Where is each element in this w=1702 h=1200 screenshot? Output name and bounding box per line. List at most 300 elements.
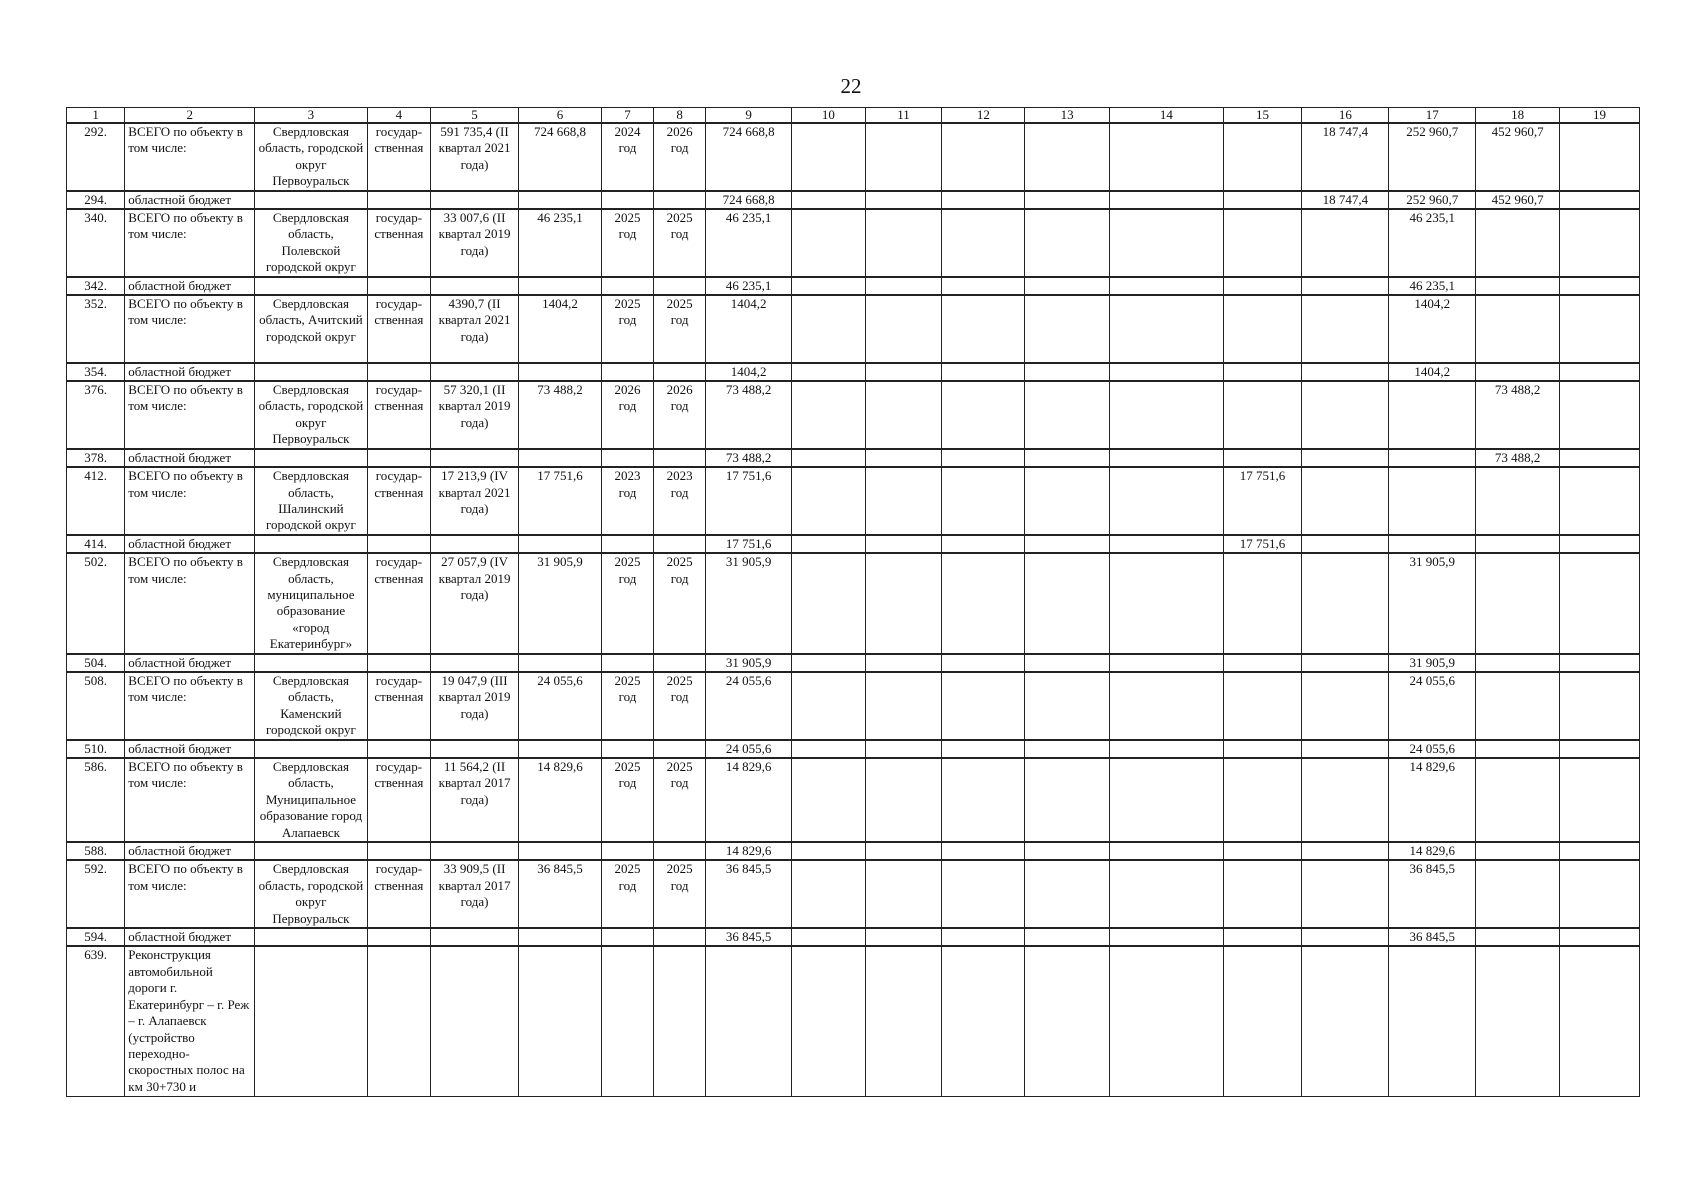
col-14-cell (1110, 553, 1224, 653)
col-15-value (1223, 860, 1302, 928)
col-13-cell (1025, 295, 1110, 363)
col-10-cell (792, 842, 866, 860)
budget-col-15 (1223, 277, 1302, 295)
financing-total: 73 488,2 (706, 381, 792, 449)
col-11-cell (865, 209, 942, 277)
col-19-cell (1560, 467, 1640, 535)
col-19-cell (1560, 553, 1640, 653)
budget-col-16 (1302, 277, 1389, 295)
object-name: ВСЕГО по объекту в том числе: (125, 467, 255, 535)
budget-col-17: 14 829,6 (1389, 842, 1476, 860)
col-14-cell (1110, 758, 1224, 842)
row-number: 340. (67, 209, 125, 277)
col-16-value (1302, 381, 1389, 449)
col-12-cell (942, 553, 1025, 653)
financing-total: 17 751,6 (706, 467, 792, 535)
col-4-cell (367, 277, 430, 295)
col-10-cell (792, 295, 866, 363)
col-19-cell (1560, 842, 1640, 860)
column-number-5: 5 (431, 108, 519, 124)
object-name: ВСЕГО по объекту в том числе: (125, 209, 255, 277)
ownership-type: государ-ственная (367, 123, 430, 191)
col-7-cell (601, 654, 653, 672)
col-13-cell (1025, 654, 1110, 672)
col-10-cell (792, 860, 866, 928)
column-number-9: 9 (706, 108, 792, 124)
col-10-cell (792, 740, 866, 758)
col-12-cell (942, 672, 1025, 740)
col-17-value (1389, 467, 1476, 535)
col-5-cell (431, 740, 519, 758)
col-11-cell (865, 449, 942, 467)
col-4-cell (367, 928, 430, 946)
column-number-11: 11 (865, 108, 942, 124)
total-cost: 14 829,6 (519, 758, 602, 842)
col-11-cell (865, 860, 942, 928)
col-16-cell (1302, 946, 1389, 1096)
col-4-cell (367, 654, 430, 672)
col-8-cell (654, 449, 706, 467)
budget-col-16 (1302, 928, 1389, 946)
col-18-value (1476, 467, 1560, 535)
col-13-cell (1025, 123, 1110, 191)
row-number: 376. (67, 381, 125, 449)
object-row (67, 295, 1640, 363)
end-year: 2026 год (654, 381, 706, 449)
budget-col-17 (1389, 449, 1476, 467)
col-12-cell (942, 363, 1025, 381)
col-14-cell (1110, 842, 1224, 860)
col-18-value (1476, 672, 1560, 740)
col-6-cell (519, 277, 602, 295)
col-6-cell (519, 946, 602, 1096)
row-number: 502. (67, 553, 125, 653)
budget-col-17: 46 235,1 (1389, 277, 1476, 295)
col-15-value (1223, 758, 1302, 842)
col-13-cell (1025, 553, 1110, 653)
table-body (67, 123, 1640, 1096)
row-number: 510. (67, 740, 125, 758)
budget-total: 73 488,2 (706, 449, 792, 467)
budget-col-17 (1389, 535, 1476, 553)
budget-col-17: 36 845,5 (1389, 928, 1476, 946)
row-number: 292. (67, 123, 125, 191)
total-cost: 31 905,9 (519, 553, 602, 653)
col-10-cell (792, 277, 866, 295)
col-14-cell (1110, 860, 1224, 928)
col-4-cell (367, 363, 430, 381)
budget-col-18 (1476, 654, 1560, 672)
col-14-cell (1110, 467, 1224, 535)
col-5-cell (431, 654, 519, 672)
col-5-cell (431, 449, 519, 467)
budget-col-15: 17 751,6 (1223, 535, 1302, 553)
total-cost: 73 488,2 (519, 381, 602, 449)
row-number: 342. (67, 277, 125, 295)
ownership-type: государ-ственная (367, 381, 430, 449)
column-number-1: 1 (67, 108, 125, 124)
col-6-cell (519, 535, 602, 553)
col-12-cell (942, 946, 1025, 1096)
budget-col-16 (1302, 535, 1389, 553)
budget-total: 36 845,5 (706, 928, 792, 946)
col-11-cell (865, 672, 942, 740)
col-11-cell (865, 123, 942, 191)
object-row (67, 209, 1640, 277)
col-6-cell (519, 191, 602, 209)
col-5-cell (431, 842, 519, 860)
end-year: 2025 год (654, 672, 706, 740)
col-15-value (1223, 553, 1302, 653)
col-10-cell (792, 381, 866, 449)
budget-col-18 (1476, 740, 1560, 758)
object-row (67, 860, 1640, 928)
object-location: Свердловская область, городской округ Первоуральск (255, 123, 368, 191)
col-15-value (1223, 123, 1302, 191)
row-number: 354. (67, 363, 125, 381)
object-row (67, 123, 1640, 191)
end-year: 2026 год (654, 123, 706, 191)
budget-label: областной бюджет (125, 842, 255, 860)
col-11-cell (865, 946, 942, 1096)
object-row-reconstruction (67, 946, 1640, 1096)
col-17-value: 1404,2 (1389, 295, 1476, 363)
budget-col-16: 18 747,4 (1302, 191, 1389, 209)
col-14-cell (1110, 928, 1224, 946)
col-12-cell (942, 277, 1025, 295)
col-19-cell (1560, 277, 1640, 295)
end-year: 2025 год (654, 860, 706, 928)
budget-col-17: 1404,2 (1389, 363, 1476, 381)
start-year: 2026 год (601, 381, 653, 449)
object-location: Свердловская область, городской округ Первоуральск (255, 381, 368, 449)
investment-table (66, 107, 1640, 1097)
col-3-cell (255, 740, 368, 758)
start-year: 2025 год (601, 758, 653, 842)
col-14-cell (1110, 277, 1224, 295)
col-17-value: 31 905,9 (1389, 553, 1476, 653)
col-12-cell (942, 535, 1025, 553)
start-year: 2025 год (601, 553, 653, 653)
row-number: 508. (67, 672, 125, 740)
budget-label: областной бюджет (125, 449, 255, 467)
budget-label: областной бюджет (125, 535, 255, 553)
col-15-value (1223, 381, 1302, 449)
col-10-cell (792, 928, 866, 946)
col-7-cell (601, 449, 653, 467)
col-16-value: 18 747,4 (1302, 123, 1389, 191)
col-13-cell (1025, 672, 1110, 740)
col-14-cell (1110, 654, 1224, 672)
estimated-cost: 27 057,9 (IV квартал 2019 года) (431, 553, 519, 653)
col-3-cell (255, 191, 368, 209)
col-18-value (1476, 209, 1560, 277)
budget-total: 46 235,1 (706, 277, 792, 295)
column-number-6: 6 (519, 108, 602, 124)
col-16-value (1302, 758, 1389, 842)
budget-col-16 (1302, 740, 1389, 758)
col-11-cell (865, 535, 942, 553)
financing-total: 36 845,5 (706, 860, 792, 928)
col-11-cell (865, 381, 942, 449)
page-number: 22 (840, 74, 862, 98)
col-6-cell (519, 449, 602, 467)
col-19-cell (1560, 363, 1640, 381)
col-14-cell (1110, 191, 1224, 209)
column-number-4: 4 (367, 108, 430, 124)
budget-row (67, 842, 1640, 860)
col-8-cell (654, 928, 706, 946)
col-5-cell (431, 928, 519, 946)
column-number-3: 3 (255, 108, 368, 124)
budget-col-18 (1476, 363, 1560, 381)
column-number-18: 18 (1476, 108, 1560, 124)
col-14-cell (1110, 295, 1224, 363)
financing-total: 24 055,6 (706, 672, 792, 740)
col-7-cell (601, 740, 653, 758)
financing-total: 724 668,8 (706, 123, 792, 191)
col-3-cell (255, 842, 368, 860)
col-13-cell (1025, 381, 1110, 449)
budget-col-18 (1476, 842, 1560, 860)
col-8-cell (654, 535, 706, 553)
object-location: Свердловская область, Полевской городской округ (255, 209, 368, 277)
row-number: 414. (67, 535, 125, 553)
object-location: Свердловская область, городской округ Первоуральск (255, 860, 368, 928)
col-7-cell (601, 928, 653, 946)
total-cost: 17 751,6 (519, 467, 602, 535)
col-10-cell (792, 449, 866, 467)
budget-total: 14 829,6 (706, 842, 792, 860)
budget-col-15 (1223, 842, 1302, 860)
column-number-19: 19 (1560, 108, 1640, 124)
budget-col-18: 73 488,2 (1476, 449, 1560, 467)
col-10-cell (792, 946, 866, 1096)
col-12-cell (942, 191, 1025, 209)
budget-row (67, 277, 1640, 295)
col-11-cell (865, 295, 942, 363)
ownership-type: государ-ственная (367, 758, 430, 842)
budget-col-16 (1302, 654, 1389, 672)
col-14-cell (1110, 381, 1224, 449)
budget-label: областной бюджет (125, 191, 255, 209)
col-4-cell (367, 740, 430, 758)
col-5-cell (431, 946, 519, 1096)
col-4-cell (367, 191, 430, 209)
estimated-cost: 17 213,9 (IV квартал 2021 года) (431, 467, 519, 535)
col-17-value: 252 960,7 (1389, 123, 1476, 191)
budget-col-15 (1223, 363, 1302, 381)
estimated-cost: 591 735,4 (II квартал 2021 года) (431, 123, 519, 191)
budget-row (67, 740, 1640, 758)
col-13-cell (1025, 740, 1110, 758)
col-13-cell (1025, 467, 1110, 535)
financing-total: 14 829,6 (706, 758, 792, 842)
col-18-value: 73 488,2 (1476, 381, 1560, 449)
budget-row (67, 191, 1640, 209)
col-17-value: 36 845,5 (1389, 860, 1476, 928)
col-13-cell (1025, 191, 1110, 209)
col-7-cell (601, 842, 653, 860)
object-name: ВСЕГО по объекту в том числе: (125, 672, 255, 740)
col-12-cell (942, 449, 1025, 467)
estimated-cost: 4390,7 (II квартал 2021 года) (431, 295, 519, 363)
col-3-cell (255, 363, 368, 381)
col-10-cell (792, 209, 866, 277)
budget-label: областной бюджет (125, 363, 255, 381)
row-number: 352. (67, 295, 125, 363)
col-12-cell (942, 758, 1025, 842)
total-cost: 36 845,5 (519, 860, 602, 928)
object-location: Свердловская область, Ачитский городской округ (255, 295, 368, 363)
end-year: 2025 год (654, 758, 706, 842)
estimated-cost: 33 007,6 (II квартал 2019 года) (431, 209, 519, 277)
col-19-cell (1560, 209, 1640, 277)
col-6-cell (519, 928, 602, 946)
col-17-value (1389, 381, 1476, 449)
financing-total: 1404,2 (706, 295, 792, 363)
col-19-cell (1560, 449, 1640, 467)
budget-col-15 (1223, 191, 1302, 209)
col-6-cell (519, 740, 602, 758)
col-12-cell (942, 842, 1025, 860)
col-11-cell (865, 553, 942, 653)
object-row (67, 758, 1640, 842)
budget-col-17: 31 905,9 (1389, 654, 1476, 672)
col-3-cell (255, 535, 368, 553)
col-8-cell (654, 740, 706, 758)
financing-total: 46 235,1 (706, 209, 792, 277)
col-11-cell (865, 842, 942, 860)
col-14-cell (1110, 946, 1224, 1096)
row-number: 378. (67, 449, 125, 467)
col-3-cell (255, 654, 368, 672)
col-19-cell (1560, 191, 1640, 209)
row-number: 588. (67, 842, 125, 860)
object-name: ВСЕГО по объекту в том числе: (125, 381, 255, 449)
object-row (67, 553, 1640, 653)
budget-total: 17 751,6 (706, 535, 792, 553)
col-16-value (1302, 553, 1389, 653)
col-10-cell (792, 758, 866, 842)
row-number: 594. (67, 928, 125, 946)
col-12-cell (942, 654, 1025, 672)
col-19-cell (1560, 758, 1640, 842)
col-18-cell (1476, 946, 1560, 1096)
start-year: 2025 год (601, 860, 653, 928)
col-10-cell (792, 672, 866, 740)
ownership-type: государ-ственная (367, 295, 430, 363)
column-number-12: 12 (942, 108, 1025, 124)
col-13-cell (1025, 946, 1110, 1096)
start-year: 2025 год (601, 672, 653, 740)
col-16-value (1302, 467, 1389, 535)
budget-total: 1404,2 (706, 363, 792, 381)
col-12-cell (942, 860, 1025, 928)
ownership-type: государ-ственная (367, 209, 430, 277)
estimated-cost: 57 320,1 (II квартал 2019 года) (431, 381, 519, 449)
col-19-cell (1560, 295, 1640, 363)
col-15-cell (1223, 946, 1302, 1096)
col-17-value: 14 829,6 (1389, 758, 1476, 842)
col-13-cell (1025, 209, 1110, 277)
col-11-cell (865, 191, 942, 209)
col-19-cell (1560, 860, 1640, 928)
col-4-cell (367, 535, 430, 553)
start-year: 2024 год (601, 123, 653, 191)
col-16-value (1302, 209, 1389, 277)
col-18-value: 452 960,7 (1476, 123, 1560, 191)
col-18-value (1476, 295, 1560, 363)
col-19-cell (1560, 740, 1640, 758)
budget-col-18 (1476, 535, 1560, 553)
object-location: Свердловская область, муниципальное образование «город Екатеринбург» (255, 553, 368, 653)
col-11-cell (865, 758, 942, 842)
col-18-value (1476, 758, 1560, 842)
col-8-cell (654, 946, 706, 1096)
end-year: 2023 год (654, 467, 706, 535)
budget-col-15 (1223, 449, 1302, 467)
budget-col-17: 24 055,6 (1389, 740, 1476, 758)
column-number-16: 16 (1302, 108, 1389, 124)
col-10-cell (792, 467, 866, 535)
col-7-cell (601, 946, 653, 1096)
col-18-value (1476, 860, 1560, 928)
col-7-cell (601, 277, 653, 295)
budget-col-15 (1223, 928, 1302, 946)
end-year: 2025 год (654, 295, 706, 363)
col-7-cell (601, 191, 653, 209)
object-row (67, 672, 1640, 740)
col-9-cell (706, 946, 792, 1096)
object-location: Свердловская область, Муниципальное образование город Алапаевск (255, 758, 368, 842)
col-11-cell (865, 740, 942, 758)
total-cost: 1404,2 (519, 295, 602, 363)
object-name: ВСЕГО по объекту в том числе: (125, 123, 255, 191)
col-10-cell (792, 535, 866, 553)
col-6-cell (519, 363, 602, 381)
col-13-cell (1025, 928, 1110, 946)
col-3-cell (255, 946, 368, 1096)
object-row (67, 381, 1640, 449)
column-number-17: 17 (1389, 108, 1476, 124)
ownership-type: государ-ственная (367, 672, 430, 740)
budget-label: областной бюджет (125, 654, 255, 672)
budget-row (67, 535, 1640, 553)
col-11-cell (865, 928, 942, 946)
budget-label: областной бюджет (125, 740, 255, 758)
col-12-cell (942, 928, 1025, 946)
estimated-cost: 19 047,9 (III квартал 2019 года) (431, 672, 519, 740)
row-number: 639. (67, 946, 125, 1096)
col-4-cell (367, 946, 430, 1096)
budget-col-15 (1223, 740, 1302, 758)
col-11-cell (865, 277, 942, 295)
col-13-cell (1025, 860, 1110, 928)
budget-row (67, 363, 1640, 381)
col-8-cell (654, 277, 706, 295)
column-number-14: 14 (1110, 108, 1224, 124)
object-name: ВСЕГО по объекту в том числе: (125, 860, 255, 928)
column-number-7: 7 (601, 108, 653, 124)
budget-total: 24 055,6 (706, 740, 792, 758)
col-16-value (1302, 860, 1389, 928)
column-number-8: 8 (654, 108, 706, 124)
budget-row (67, 449, 1640, 467)
col-15-value (1223, 295, 1302, 363)
col-4-cell (367, 449, 430, 467)
start-year: 2023 год (601, 467, 653, 535)
